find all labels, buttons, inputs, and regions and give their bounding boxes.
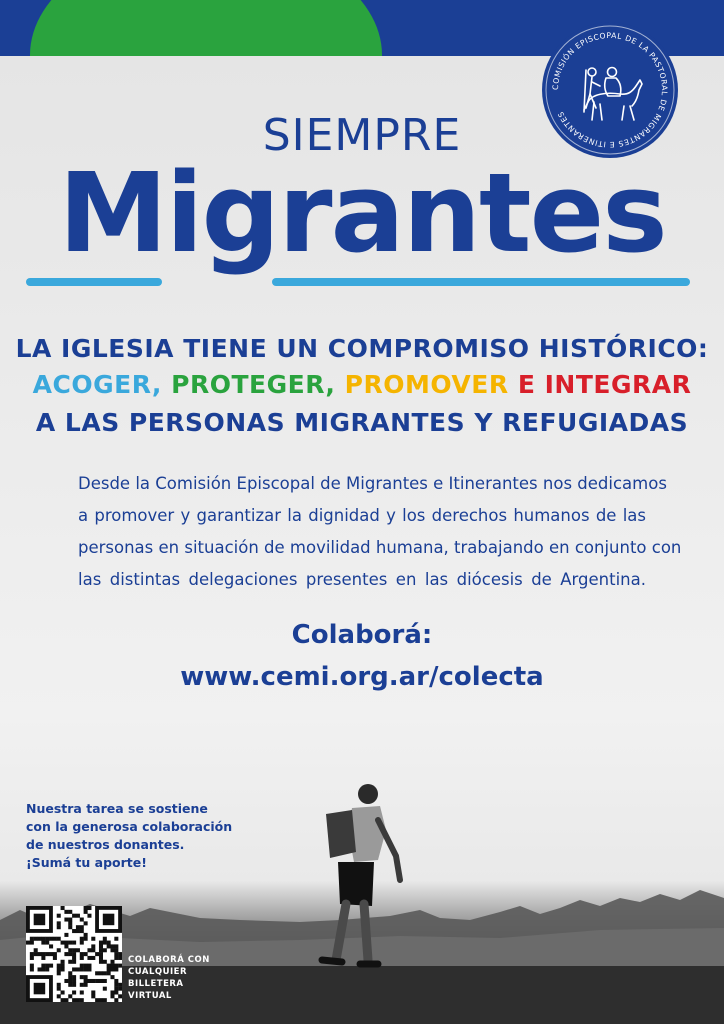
qr-caption: [128, 954, 210, 1002]
verb-acoger: ACOGER,: [32, 370, 162, 399]
body-line: a promover y garantizar la dignidad y los derechos humanos de las: [78, 506, 646, 525]
qr-caption-line: COLABORÁ CON: [128, 955, 210, 965]
seal-text: COMISIÓN EPISCOPAL DE LA PASTORAL DE MIGRANTES E ITINERANTES: [550, 30, 670, 150]
body-line: las distintas delegaciones presentes en las diócesis de Argentina.: [78, 570, 646, 589]
verb-promover: PROMOVER: [344, 370, 509, 399]
title-underline-left: [26, 278, 162, 286]
headline-line-1: LA IGLESIA TIENE UN COMPROMISO HISTÓRICO:: [15, 334, 709, 363]
title-siempre: SIEMPRE: [262, 110, 462, 161]
body-line: personas en situación de movilidad humana, trabajando en conjunto con: [78, 538, 682, 557]
qr-code-graphic: [26, 906, 122, 1002]
green-arc-shape: [30, 0, 382, 56]
donation-url-link[interactable]: www.cemi.org.ar/colecta: [180, 662, 544, 692]
title-migrantes: Migrantes: [58, 149, 666, 277]
donor-note-line: ¡Sumá tu aporte!: [26, 855, 147, 870]
qr-caption-line: CUALQUIER: [128, 967, 188, 977]
donor-note-line: de nuestros donantes.: [26, 837, 185, 852]
body-line: Desde la Comisión Episcopal de Migrantes e Itinerantes nos dedicamos: [78, 474, 667, 493]
qr-caption-line: VIRTUAL: [128, 991, 172, 1001]
title-underline-right: [272, 278, 690, 286]
headline-line-2: [0, 370, 724, 399]
verb-proteger: PROTEGER,: [171, 370, 336, 399]
cta-label: Colaborá:: [291, 620, 433, 650]
headline-line-3: A LAS PERSONAS MIGRANTES Y REFUGIADAS: [35, 408, 689, 437]
donor-note-line: Nuestra tarea se sostiene: [26, 801, 208, 816]
donor-note: [26, 800, 246, 872]
qr-caption-line: BILLETERA: [128, 979, 184, 989]
body-paragraph: [78, 468, 682, 596]
donor-note-line: con la generosa colaboración: [26, 819, 233, 834]
verb-integrar: E INTEGRAR: [517, 370, 692, 399]
donation-qr-code[interactable]: [26, 906, 122, 1002]
